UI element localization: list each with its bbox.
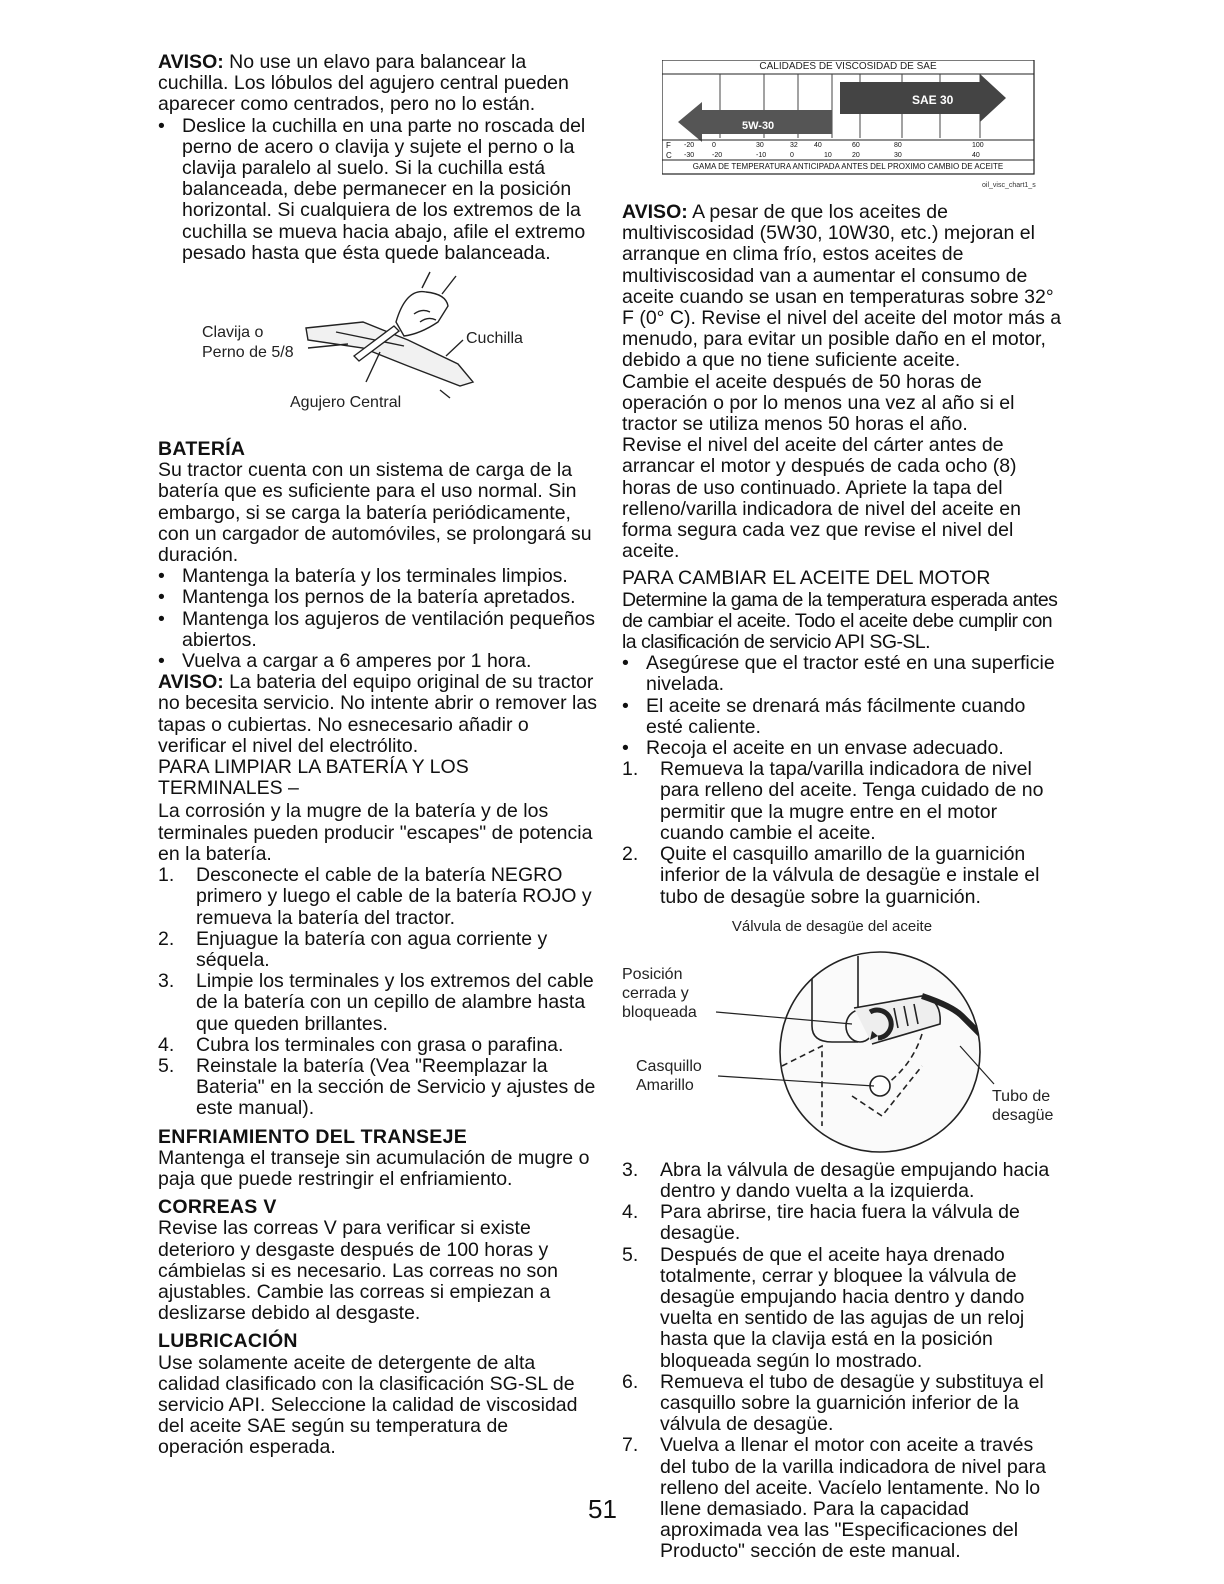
aceite-steps-list-a bbox=[622, 759, 1062, 907]
bullet-text: El aceite se drenará más fácilmente cuando esté caliente. bbox=[646, 694, 1026, 738]
step-number: 3. bbox=[158, 970, 175, 993]
step-text: Remueva el tubo de desagüe y substituya el casquillo sobre la guarnición inferior de la válvula de desagüe. bbox=[660, 1370, 1044, 1436]
tick-label: -20 bbox=[684, 142, 695, 149]
label-desague: desagüe bbox=[992, 1106, 1054, 1124]
balance-bullet-list bbox=[158, 116, 598, 264]
limpiar-text: La corrosión y la mugre de la batería y de los terminales pueden producir "escapes" de potencia en la batería. bbox=[158, 800, 593, 865]
label-cuchilla: Cuchilla bbox=[466, 330, 523, 348]
step-number: 6. bbox=[622, 1370, 639, 1393]
correas-heading: CORREAS V bbox=[158, 1196, 277, 1219]
lubricacion-text: Use solamente aceite de detergente de alta calidad clasificado con la clasificación SG-SL de servicio API. Seleccione la calidad de viscosidad del aceite SAE según su temperatura de operación esperada. bbox=[158, 1351, 578, 1459]
enfriamiento-heading: ENFRIAMIENTO DEL TRANSEJE bbox=[158, 1125, 468, 1148]
revise-nivel-text: Revise el nivel del aceite del cárter antes de arrancar el motor y después de cada ocho (8) horas de uso continuado. Apriete la tapa del relleno/varilla indicadora de nivel del aceite en forma segura cada vez que revise el nivel del aceite. bbox=[622, 434, 1021, 563]
list-item bbox=[622, 759, 1062, 844]
bullet-text: Mantenga los agujeros de ventilación pequeños abiertos. bbox=[182, 607, 596, 651]
step-text: Vuelva a llenar el motor con aceite a través del tubo de la varilla indicadora de nivel para relleno del aceite. Vacíelo lentamente. No lo llene demasiado. Para la capacidad aproximada vea las "Especificaciones del Producto" sección de este manual. bbox=[660, 1434, 1046, 1563]
c-axis-label: C bbox=[666, 151, 672, 160]
label-bloqueada: bloqueada bbox=[622, 1003, 697, 1021]
bullet-text: Asegúrese que el tractor esté en una superficie nivelada. bbox=[646, 652, 1055, 696]
bullet-marker: • bbox=[622, 652, 629, 675]
list-item bbox=[622, 1435, 1062, 1562]
drain-valve-figure bbox=[622, 916, 1062, 1154]
label-perno: Perno de 5/8 bbox=[202, 344, 294, 362]
aviso-label: AVISO: bbox=[622, 201, 688, 223]
step-number: 1. bbox=[158, 864, 175, 887]
step-text: Desconecte el cable de la batería NEGRO primero y luego el cable de la batería ROJO y remueva la batería del tractor. bbox=[196, 864, 592, 929]
tick-label: 30 bbox=[756, 142, 764, 149]
step-text: Remueva la tapa/varilla indicadora de nivel para relleno del aceite. Tenga cuidado de no permitir que la mugre entre en el motor cuando cambie el aceite. bbox=[660, 758, 1044, 844]
step-number: 7. bbox=[622, 1434, 639, 1457]
list-item bbox=[622, 1372, 1062, 1436]
sae-viscosity-chart bbox=[662, 60, 1082, 200]
lubricacion-heading: LUBRICACIÓN bbox=[158, 1330, 298, 1353]
list-item bbox=[158, 566, 598, 587]
sae-chart-code: oil_visc_chart1_s bbox=[982, 182, 1036, 189]
cambie-aceite-text: Cambie el aceite después de 50 horas de operación o por lo menos una vez al año si el tractor se utiliza menos 50 horas el año. bbox=[622, 370, 1015, 436]
bullet-marker: • bbox=[622, 737, 629, 760]
sae-chart-footer: GAMA DE TEMPERATURA ANTICIPADA ANTES DEL PROXIMO CAMBIO DE ACEITE bbox=[692, 162, 1004, 171]
label-tubo: Tubo de bbox=[992, 1087, 1051, 1105]
list-item bbox=[158, 116, 598, 264]
list-item bbox=[622, 844, 1062, 908]
tick-label: 20 bbox=[852, 152, 860, 159]
correas-text: Revise las correas V para verificar si existe deterioro y desgaste después de 100 horas y cámbielas si es necesario. Las correas no son ajustables. Cambie las correas si empiezan a deslizarse debido al desgaste. bbox=[158, 1217, 558, 1325]
step-text: Limpie los terminales y los extremos del cable de la batería con un cepillo de alambre hasta que queden brillantes. bbox=[196, 970, 594, 1035]
label-casquillo: Casquillo bbox=[636, 1057, 702, 1075]
tick-label: 60 bbox=[852, 142, 860, 149]
label-amarillo: Amarillo bbox=[636, 1076, 694, 1094]
list-item bbox=[158, 609, 598, 651]
list-item bbox=[158, 971, 598, 1035]
step-number: 4. bbox=[158, 1033, 175, 1056]
cambiar-bullet-list bbox=[622, 653, 1062, 759]
sae-chart-title: CALIDADES DE VISCOSIDAD DE SAE bbox=[759, 61, 937, 72]
tick-label: 0 bbox=[712, 142, 716, 149]
bullet-marker: • bbox=[158, 565, 165, 588]
bateria-heading: BATERÍA bbox=[158, 438, 246, 461]
step-text: Cubra los terminales con grasa o parafina. bbox=[196, 1033, 564, 1056]
tick-label: 10 bbox=[824, 152, 832, 159]
bullet-text: Vuelva a cargar a 6 amperes por 1 hora. bbox=[182, 650, 532, 673]
left-column bbox=[158, 52, 598, 1459]
aviso-label: AVISO: bbox=[158, 671, 224, 694]
step-number: 1. bbox=[622, 758, 639, 781]
bullet-marker: • bbox=[158, 586, 165, 609]
bullet-marker: • bbox=[158, 650, 165, 673]
bateria-bullet-list bbox=[158, 566, 598, 672]
bullet-text: Mantenga la batería y los terminales limpios. bbox=[182, 565, 568, 588]
limpiar-heading: PARA LIMPIAR LA BATERÍA Y LOS TERMINALES – bbox=[158, 756, 469, 800]
step-text: Después de que el aceite haya drenado totalmente, cerrar y bloquee la válvula de desagüe empujando hacia dentro y dando vuelta en sentido de las agujas de un reloj hasta que la clavija está en la posición bloqueada según lo mostrado. bbox=[660, 1243, 1025, 1372]
step-number: 3. bbox=[622, 1158, 639, 1181]
cambiar-heading: PARA CAMBIAR EL ACEITE DEL MOTOR bbox=[622, 567, 991, 590]
list-item bbox=[622, 696, 1062, 738]
step-number: 2. bbox=[158, 927, 175, 950]
step-number: 5. bbox=[622, 1243, 639, 1266]
label-cerrada: cerrada y bbox=[622, 984, 689, 1002]
aviso-bateria-paragraph bbox=[158, 672, 598, 757]
list-item bbox=[158, 1056, 598, 1120]
list-item bbox=[622, 738, 1062, 759]
label-clavija: Clavija o bbox=[202, 324, 264, 342]
blade-balance-figure bbox=[158, 270, 598, 432]
list-item bbox=[622, 653, 1062, 695]
cambiar-text: Determine la gama de la temperatura esperada antes de cambiar el aceite. Todo el aceite debe cumplir con la clasificación de servicio API SG-SL. bbox=[622, 588, 1058, 654]
step-text: Abra la válvula de desagüe empujando hacia dentro y dando vuelta a la izquierda. bbox=[660, 1158, 1050, 1202]
aviso-blade-paragraph bbox=[158, 52, 598, 116]
aceite-steps-list-b bbox=[622, 1160, 1062, 1563]
list-item bbox=[622, 1245, 1062, 1372]
tick-label: 0 bbox=[790, 152, 794, 159]
list-item bbox=[622, 1160, 1062, 1202]
tick-label: -20 bbox=[712, 152, 723, 159]
label-agujero-central: Agujero Central bbox=[290, 394, 402, 412]
valve-caption: Válvula de desagüe del aceite bbox=[731, 917, 933, 935]
bullet-marker: • bbox=[622, 694, 629, 717]
list-item bbox=[158, 651, 598, 672]
step-number: 5. bbox=[158, 1054, 175, 1077]
w530-label: 5W-30 bbox=[742, 120, 775, 132]
right-column bbox=[622, 60, 1062, 1563]
aviso-blade-text: No use un elavo para balancear la cuchilla. Los lóbulos del agujero central pueden aparecer como centrados, pero no lo están. bbox=[158, 51, 569, 116]
tick-label: 80 bbox=[894, 142, 902, 149]
aviso-aceite-text: A pesar de que los aceites de multiviscosidad (5W30, 10W30, etc.) mejoran el arranque en clima frío, estos aceites de multiviscosidad van a aumentar el consumo de aceite cuando se usan en temperaturas sobre 32° F (0° C). Revise el nivel del aceite del motor más a menudo, para evitar un posible daño en el motor, debido a que no tiene suficiente aceite. bbox=[622, 201, 1062, 372]
label-posicion: Posición bbox=[622, 965, 683, 983]
bullet-marker: • bbox=[158, 114, 165, 137]
tick-label: 32 bbox=[790, 142, 798, 149]
list-item bbox=[158, 865, 598, 929]
f-axis-label: F bbox=[666, 141, 671, 150]
tick-label: 40 bbox=[972, 152, 980, 159]
step-text: Enjuague la batería con agua corriente y séquela. bbox=[196, 927, 548, 971]
bullet-text: Deslice la cuchilla en una parte no roscada del perno de acero o clavija y sujete el perno o la clavija paralelo al suelo. Si la cuchilla está balanceada, debe permanecer en la posición horizontal. Si cualquiera de los extremos de la cuchilla se mueva hacia abajo, afile el extremo pesado hasta que ésta quede balanceada. bbox=[182, 114, 586, 264]
step-text: Reinstale la batería (Vea "Reemplazar la Bateria" en la sección de Servicio y ajustes de este manual). bbox=[196, 1054, 596, 1120]
list-item bbox=[622, 1202, 1062, 1244]
list-item bbox=[158, 587, 598, 608]
enfriamiento-text: Mantenga el transeje sin acumulación de mugre o paja que puede restringir el enfriamiento. bbox=[158, 1146, 590, 1190]
limpiar-steps-list bbox=[158, 865, 598, 1119]
tick-label: 30 bbox=[894, 152, 902, 159]
bullet-marker: • bbox=[158, 607, 165, 630]
bateria-text: Su tractor cuenta con un sistema de carga de la batería que es suficiente para el uso normal. Sin embargo, si se carga la batería periódicamente, con un cargador de automóviles, se prolongará su duración. bbox=[158, 459, 592, 567]
step-text: Quite el casquillo amarillo de la guarnición inferior de la válvula de desagüe e instale el tubo de desagüe sobre la guarnición. bbox=[660, 843, 1040, 908]
aviso-label: AVISO: bbox=[158, 51, 224, 73]
tick-label: -30 bbox=[684, 152, 695, 159]
sae30-label: SAE 30 bbox=[912, 93, 954, 107]
list-item bbox=[158, 1035, 598, 1056]
aviso-aceite-paragraph bbox=[622, 202, 1062, 372]
bullet-text: Recoja el aceite en un envase adecuado. bbox=[646, 737, 1004, 760]
bullet-text: Mantenga los pernos de la batería apretados. bbox=[182, 586, 576, 609]
step-number: 2. bbox=[622, 843, 639, 866]
list-item bbox=[158, 929, 598, 971]
aviso-bateria-text: La bateria del equipo original de su tractor no becesita servicio. No intente abrir o remover las tapas o cubiertas. No esnecesario añadir o verificar el nivel del electrólito. bbox=[158, 671, 597, 757]
step-text: Para abrirse, tire hacia fuera la válvula de desagüe. bbox=[660, 1201, 1020, 1245]
tick-label: 40 bbox=[814, 142, 822, 149]
tick-label: 100 bbox=[972, 142, 984, 149]
step-number: 4. bbox=[622, 1201, 639, 1224]
page-number: 51 bbox=[588, 1494, 617, 1524]
tick-label: -10 bbox=[756, 152, 767, 159]
